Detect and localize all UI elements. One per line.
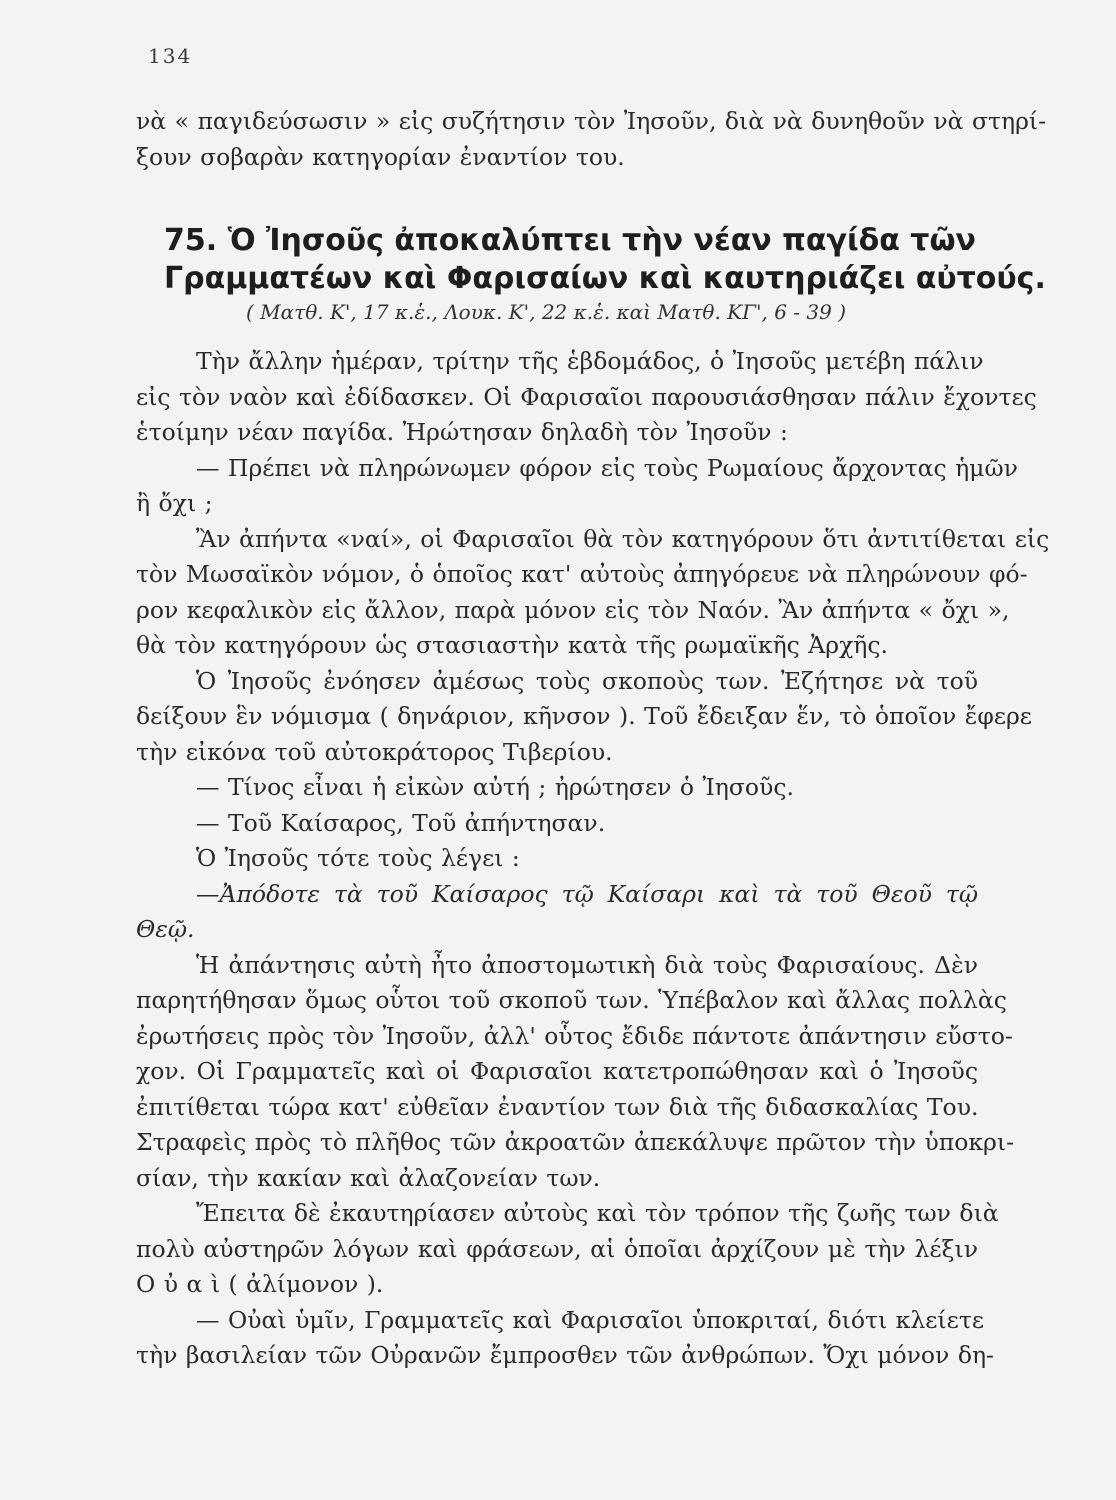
text-line: Ὁ Ἰησοῦς ἐνόησεν ἀμέσως τοὺς σκοποὺς των. Ἐζήτησε νὰ τοῦ xyxy=(196,666,978,695)
text-line: Θεῷ. xyxy=(136,915,195,943)
text-line: Ἂν ἀπήντα «ναί», οἱ Φαρισαῖοι θὰ τὸν κατηγόρουν ὅτι ἀντιτίθεται εἰς xyxy=(196,524,1050,553)
text-line: Τὴν ἄλλην ἡμέραν, τρίτην τῆς ἑβδομάδος, ὁ Ἰησοῦς μετέβη πάλιν xyxy=(196,347,984,375)
text-line: — Πρέπει νὰ πληρώνωμεν φόρον εἰς τοὺς Ρωμαίους ἄρχοντας ἡμῶν xyxy=(196,453,1018,482)
text-line: — Τίνος εἶναι ἡ εἰκὼν αὐτή ; ἠρώτησεν ὁ Ἰησοῦς. xyxy=(196,773,794,801)
text-line: νὰ « παγιδεύσωσιν » εἰς συζήτησιν τὸν Ἰησοῦν, διὰ νὰ δυνηθοῦν νὰ στηρί- xyxy=(136,107,1047,135)
text-line: — Τοῦ Καίσαρος, Τοῦ ἀπήντησαν. xyxy=(196,808,606,837)
heading-line-1: 75. Ὁ Ἰησοῦς ἀποκαλύπτει τὴν νέαν παγίδα τῶν xyxy=(164,223,976,258)
text-line: Ο ὐ α ὶ ( ἀλίμονον ). xyxy=(136,1270,384,1298)
text-line: πολὺ αὐστηρῶν λόγων καὶ φράσεων, αἱ ὁποῖαι ἀρχίζουν μὲ τὴν λέξιν xyxy=(136,1234,978,1263)
text-line: σίαν, τὴν κακίαν καὶ ἀλαζονείαν των. xyxy=(136,1163,601,1192)
text-line: ρον κεφαλικὸν εἰς ἄλλον, παρὰ μόνον εἰς τὸν Ναόν. Ἂν ἀπήντα « ὄχι », xyxy=(136,595,1010,624)
intro-paragraph xyxy=(136,104,1047,175)
text-line: Ἔπειτα δὲ ἐκαυτηρίασεν αὐτοὺς καὶ τὸν τρόπον τῆς ζωῆς των διὰ xyxy=(196,1199,999,1227)
heading-line-2: Γραμματέων καὶ Φαρισαίων καὶ καυτηριάζει αὐτούς. xyxy=(164,261,1046,296)
text-line: τὸν Μωσαϊκὸν νόμον, ὁ ὁποῖος κατ' αὐτοὺς ἀπηγόρευε νὰ πληρώνουν φό- xyxy=(136,560,1028,588)
page-number: 134 xyxy=(148,44,193,68)
text-line: Ὁ Ἰησοῦς τότε τοὺς λέγει : xyxy=(196,844,520,872)
text-line: χον. Οἱ Γραμματεῖς καὶ οἱ Φαρισαῖοι κατετροπώθησαν καὶ ὁ Ἰησοῦς xyxy=(136,1057,978,1085)
text-line: εἰς τὸν ναὸν καὶ ἐδίδασκεν. Οἱ Φαρισαῖοι παρουσιάσθησαν πάλιν ἔχοντες xyxy=(136,382,1037,411)
text-line: τὴν εἰκόνα τοῦ αὐτοκράτορος Τιβερίου. xyxy=(136,737,613,766)
text-line: τὴν βασιλείαν τῶν Οὐρανῶν ἔμπροσθεν τῶν ἀνθρώπων. Ὄχι μόνον δη- xyxy=(136,1341,994,1369)
text-line: ἐπιτίθεται τώρα κατ' εὐθεῖαν ἐναντίον των διὰ τῆς διδασκαλίας Του. xyxy=(136,1092,979,1121)
text-line: ξουν σοβαρὰν κατηγορίαν ἐναντίον του. xyxy=(136,142,625,171)
body-text xyxy=(136,344,1050,1374)
text-line: ἑτοίμην νέαν παγίδα. Ἠρώτησαν δηλαδὴ τὸν Ἰησοῦν : xyxy=(136,418,788,446)
section-heading xyxy=(164,222,1046,298)
text-line: Στραφεὶς πρὸς τὸ πλῆθος τῶν ἀκροατῶν ἀπεκάλυψε πρῶτον τὴν ὑποκρι- xyxy=(136,1128,1015,1156)
text-line: ἢ ὄχι ; xyxy=(136,489,213,517)
text-line: — Οὐαὶ ὑμῖν, Γραμματεῖς καὶ Φαρισαῖοι ὑποκριταί, διότι κλείετε xyxy=(196,1305,984,1334)
scripture-reference: ( Ματθ. Κ', 17 κ.ἑ., Λουκ. Κ', 22 κ.ἑ. καὶ Ματθ. ΚΓ', 6 - 39 ) xyxy=(246,300,847,324)
text-line: ἐρωτήσεις πρὸς τὸν Ἰησοῦν, ἀλλ' οὗτος ἔδιδε πάντοτε ἀπάντησιν εὔστο- xyxy=(136,1021,1013,1050)
text-line: Ἡ ἀπάντησις αὐτὴ ἦτο ἀποστομωτικὴ διὰ τοὺς Φαρισαίους. Δὲν xyxy=(196,950,978,979)
text-line: παρητήθησαν ὅμως οὗτοι τοῦ σκοποῦ των. Ὑπέβαλον καὶ ἄλλας πολλὰς xyxy=(136,986,1007,1014)
text-line: δείξουν ἓν νόμισμα ( δηνάριον, κῆνσον ). Τοῦ ἔδειξαν ἕν, τὸ ὁποῖον ἔφερε xyxy=(136,702,1032,730)
text-line: θὰ τὸν κατηγόρουν ὡς στασιαστὴν κατὰ τῆς ρωμαϊκῆς Ἀρχῆς. xyxy=(136,631,889,659)
text-line: —Ἀπόδοτε τὰ τοῦ Καίσαρος τῷ Καίσαρι καὶ τὰ τοῦ Θεοῦ τῷ xyxy=(196,879,978,908)
